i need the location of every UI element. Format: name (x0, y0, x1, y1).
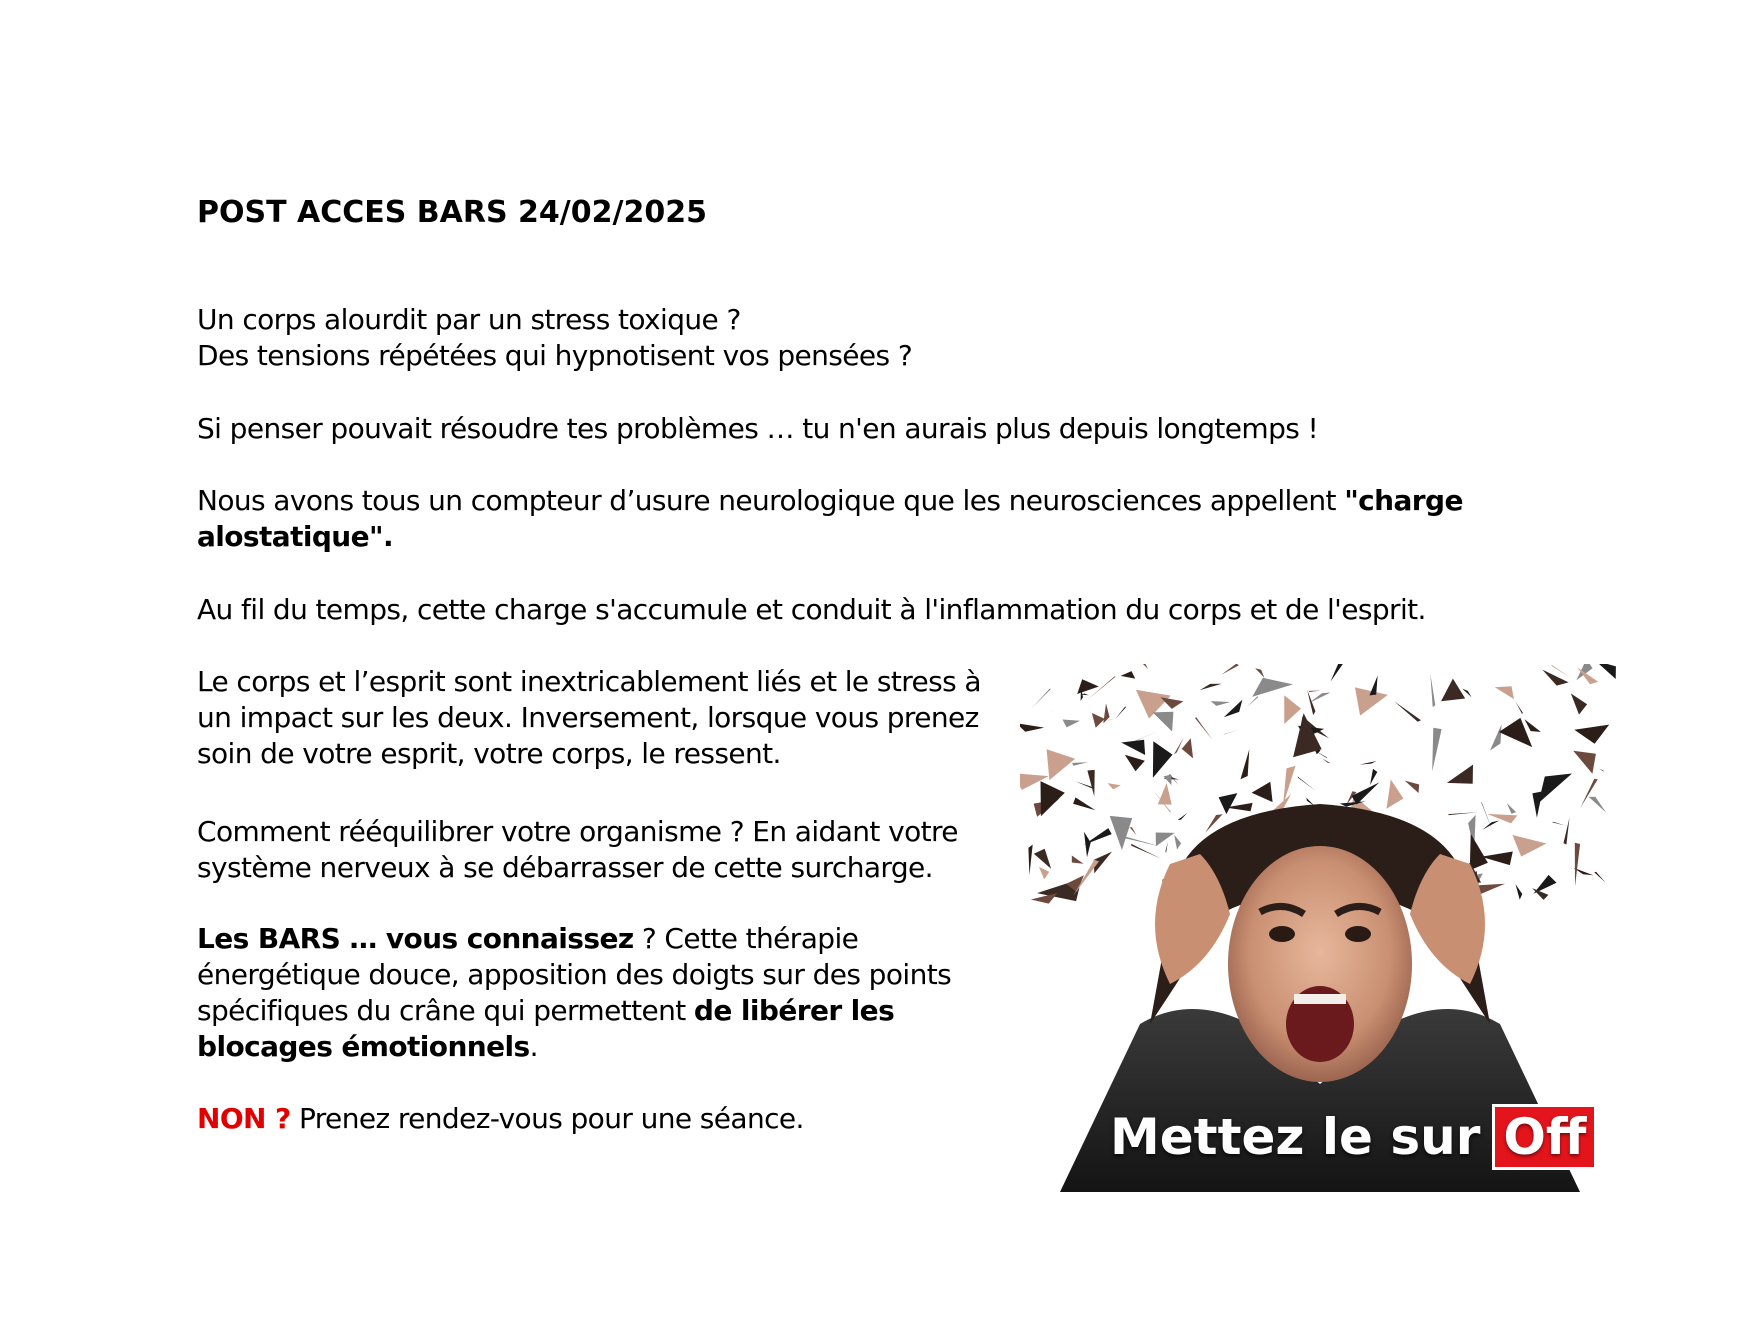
paragraph-comment: Comment rééquilibrer votre organisme ? En aidant votre système nerveux à se débarrasser de cette surcharge. (197, 815, 958, 884)
shard (1574, 725, 1609, 744)
shard (1589, 797, 1606, 813)
shard (1252, 678, 1293, 697)
shard (1178, 813, 1188, 820)
paragraph-charge-bold: "charge alostatique". (197, 484, 1463, 553)
shard (1370, 769, 1377, 785)
shard (1134, 731, 1159, 741)
shard (1224, 729, 1240, 734)
paragraph-corps-esprit: Le corps et l’esprit sont inextricablement liés et le stress à un impact sur les deux. Inversement, lorsque vous prenez soin de votre esprit, votre corps, le ressent. (197, 665, 981, 770)
shard (1166, 842, 1168, 853)
shard (1441, 679, 1465, 702)
shard (1495, 686, 1514, 699)
shard (1525, 719, 1541, 732)
shard (1072, 762, 1088, 766)
shard (1432, 728, 1441, 772)
shard (1490, 724, 1502, 750)
bars-text-2: . (529, 1030, 538, 1063)
shard (1564, 818, 1570, 845)
shard (1430, 673, 1435, 707)
intro-line-1: Un corps alourdit par un stress toxique ? (197, 303, 741, 336)
left-eye (1269, 926, 1295, 942)
page-title: POST ACCES BARS 24/02/2025 (197, 195, 707, 230)
intro-line-2: Des tensions répétées qui hypnotisent vos pensées ? (197, 339, 913, 372)
shard (1195, 717, 1212, 740)
shard (1153, 712, 1174, 732)
shard (1163, 775, 1171, 786)
shard (1595, 664, 1616, 679)
paragraph-non (197, 1101, 804, 1137)
shard (1283, 766, 1295, 805)
shard (1309, 693, 1331, 704)
stressed-woman-illustration (1020, 664, 1620, 1192)
shard (1103, 704, 1109, 724)
caption-main: Mettez le sur (1110, 1108, 1481, 1166)
bars-bold-liberer: de libérer les blocages émotionnels (197, 994, 895, 1063)
shard (1599, 769, 1604, 772)
shard (1247, 696, 1258, 707)
shard (1448, 812, 1478, 815)
paragraph-charge (197, 483, 1487, 555)
shard (1153, 741, 1173, 778)
shard (1470, 834, 1488, 871)
shard (1387, 780, 1404, 809)
shard (1041, 781, 1065, 816)
image-caption (1110, 1104, 1597, 1170)
shard (1542, 670, 1568, 686)
shard (1211, 701, 1231, 706)
intro-paragraph (197, 302, 912, 374)
shard (1219, 793, 1238, 814)
paragraph-temps: Au fil du temps, cette charge s'accumule et conduit à l'inflammation du corps et de l'esprit. (197, 593, 1426, 626)
shard (1331, 664, 1351, 682)
paragraph-charge-text: Nous avons tous un compteur d’usure neurologique que les neurosciences appellent (197, 484, 1345, 517)
shard (1283, 760, 1287, 764)
non-red-label: NON ? (197, 1102, 291, 1135)
shard (1121, 671, 1136, 679)
shard (1571, 694, 1587, 715)
shard (1110, 816, 1133, 850)
shard (1075, 781, 1093, 789)
shard (1107, 720, 1114, 721)
shard (1077, 679, 1099, 694)
shard (1552, 822, 1565, 826)
shard (1156, 833, 1175, 847)
shard (1575, 843, 1580, 887)
shard (1307, 690, 1315, 716)
shard (1322, 758, 1331, 763)
shard (1115, 706, 1126, 719)
shard (1516, 884, 1523, 899)
shard (1131, 844, 1161, 859)
shard (1516, 702, 1523, 714)
shard (1255, 668, 1264, 678)
shard (1020, 723, 1044, 732)
shard (1394, 701, 1421, 721)
shard (1182, 738, 1193, 758)
shard (1594, 872, 1605, 883)
shard (1487, 814, 1517, 824)
shard (1405, 781, 1420, 793)
right-eye (1345, 926, 1371, 942)
shard (1158, 783, 1172, 805)
bars-text-1: ? Cette thérapie énergétique douce, apposition des doigts sur des points spécifiques du crâne qui permettent (197, 922, 952, 1027)
shard (1084, 832, 1091, 858)
paragraph-bars (197, 921, 987, 1065)
shard (1252, 782, 1273, 802)
shard (1298, 776, 1316, 791)
shard (1108, 783, 1121, 789)
shard (1160, 697, 1183, 709)
shard (1507, 803, 1516, 814)
shard (1087, 770, 1094, 797)
shard (1031, 893, 1058, 904)
paragraph-penser: Si penser pouvait résoudre tes problèmes … tu n'en aurais plus depuis longtemps ! (197, 412, 1319, 445)
shard (1073, 860, 1099, 896)
teeth (1294, 994, 1346, 1004)
shard (1092, 713, 1105, 728)
shard (1309, 691, 1321, 693)
shard (1063, 720, 1081, 728)
shard (1244, 735, 1245, 736)
caption-off-badge: Off (1492, 1104, 1597, 1170)
shard (1359, 761, 1376, 765)
shard (1047, 749, 1076, 780)
shard (1538, 774, 1572, 804)
non-text: Prenez rendez-vous pour une séance. (290, 1102, 804, 1135)
shard (1563, 882, 1565, 897)
shard (1174, 737, 1184, 754)
shard (1034, 849, 1051, 869)
shard (1352, 782, 1380, 804)
shard (1127, 664, 1148, 669)
shard (1073, 797, 1095, 810)
shard (1513, 835, 1547, 857)
shard (1284, 695, 1301, 724)
shard (1573, 751, 1596, 774)
shard (1174, 835, 1181, 850)
shard (1121, 740, 1145, 755)
shard (1482, 821, 1499, 830)
shard (1072, 856, 1084, 864)
shard (1580, 779, 1597, 808)
shard (1130, 827, 1137, 835)
shard (1028, 845, 1032, 876)
shard (1241, 749, 1250, 779)
shard (1039, 867, 1049, 880)
shard (1221, 664, 1239, 675)
shard (1200, 684, 1222, 691)
bars-bold-question: Les BARS … vous connaissez (197, 922, 634, 955)
shard (1481, 802, 1493, 833)
shard (1447, 765, 1473, 784)
shard (1125, 755, 1145, 772)
shard (1031, 689, 1050, 709)
